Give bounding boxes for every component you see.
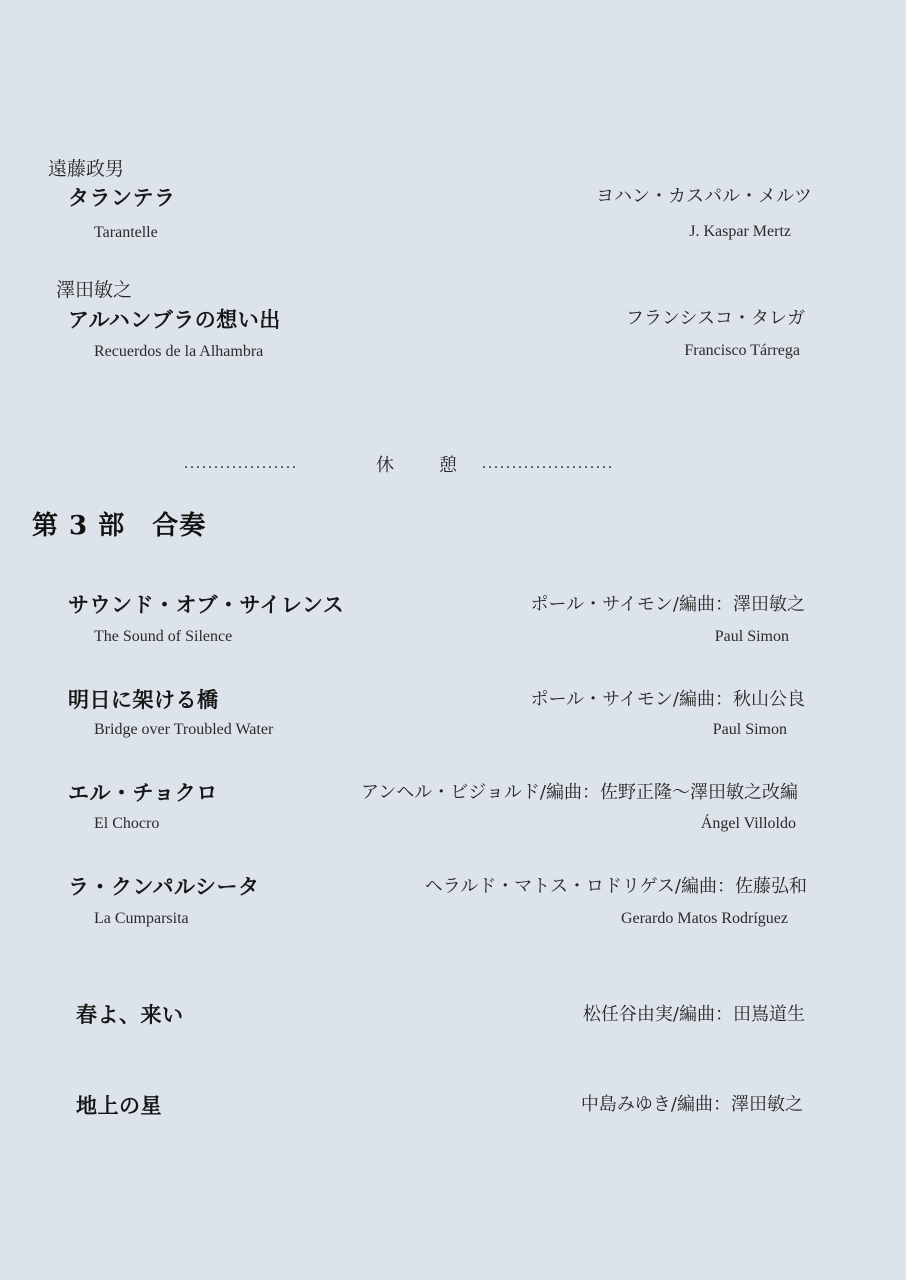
piece-title-en: The Sound of Silence <box>94 628 233 645</box>
composer-en: Ángel Villoldo <box>700 815 796 832</box>
piece-title-jp: 地上の星 <box>76 1093 162 1118</box>
composer-jp: 中島みゆき/編曲：澤田敏之 <box>580 1094 803 1115</box>
piece-title-jp: サウンド・オブ・サイレンス <box>68 592 345 617</box>
piece-title-en: Tarantelle <box>94 224 158 241</box>
piece-title-jp: 春よ、来い <box>76 1002 184 1027</box>
composer-jp: ヨハン・カスパル・メルツ <box>596 186 812 207</box>
composer-jp: ポール・サイモン/編曲：秋山公良 <box>530 689 805 710</box>
intermission-dots-left: ................... <box>184 455 298 472</box>
piece-title-jp: ラ・クンパルシータ <box>68 874 260 899</box>
composer-en: J. Kaspar Mertz <box>689 223 791 240</box>
piece-title-en: Bridge over Troubled Water <box>94 721 274 738</box>
composer-jp: ポール・サイモン/編曲：澤田敏之 <box>530 594 805 615</box>
performer-name: 澤田敏之 <box>56 279 133 301</box>
composer-en: Paul Simon <box>712 721 787 738</box>
piece-title-jp: 明日に架ける橋 <box>68 687 219 712</box>
intermission-label-right: 憩 <box>439 455 457 476</box>
composer-en: Francisco Tárrega <box>684 342 800 359</box>
piece-title-jp: エル・チョクロ <box>68 780 218 805</box>
composer-jp: フランシスコ・タレガ <box>625 308 805 329</box>
intermission-label-left: 休 <box>376 455 394 476</box>
piece-title-jp: アルハンブラの想い出 <box>68 307 281 332</box>
piece-title-en: Recuerdos de la Alhambra <box>94 343 264 360</box>
composer-jp: アンヘル・ビジョルド/編曲：佐野正隆～澤田敏之改編 <box>361 782 798 803</box>
section-heading: 第 3 部 合奏 <box>32 511 207 541</box>
performer-name: 遠藤政男 <box>48 158 125 180</box>
composer-jp: ヘラルド・マトス・ロドリゲス/編曲：佐藤弘和 <box>424 876 807 897</box>
composer-en: Paul Simon <box>714 628 789 645</box>
composer-jp: 松任谷由実/編曲：田嶌道生 <box>582 1004 805 1025</box>
composer-en: Gerardo Matos Rodríguez <box>620 910 788 927</box>
piece-title-en: El Chocro <box>94 815 160 832</box>
intermission-dots-right: ...................... <box>482 455 614 472</box>
piece-title-jp: タランテラ <box>68 185 176 210</box>
piece-title-en: La Cumparsita <box>94 910 189 927</box>
